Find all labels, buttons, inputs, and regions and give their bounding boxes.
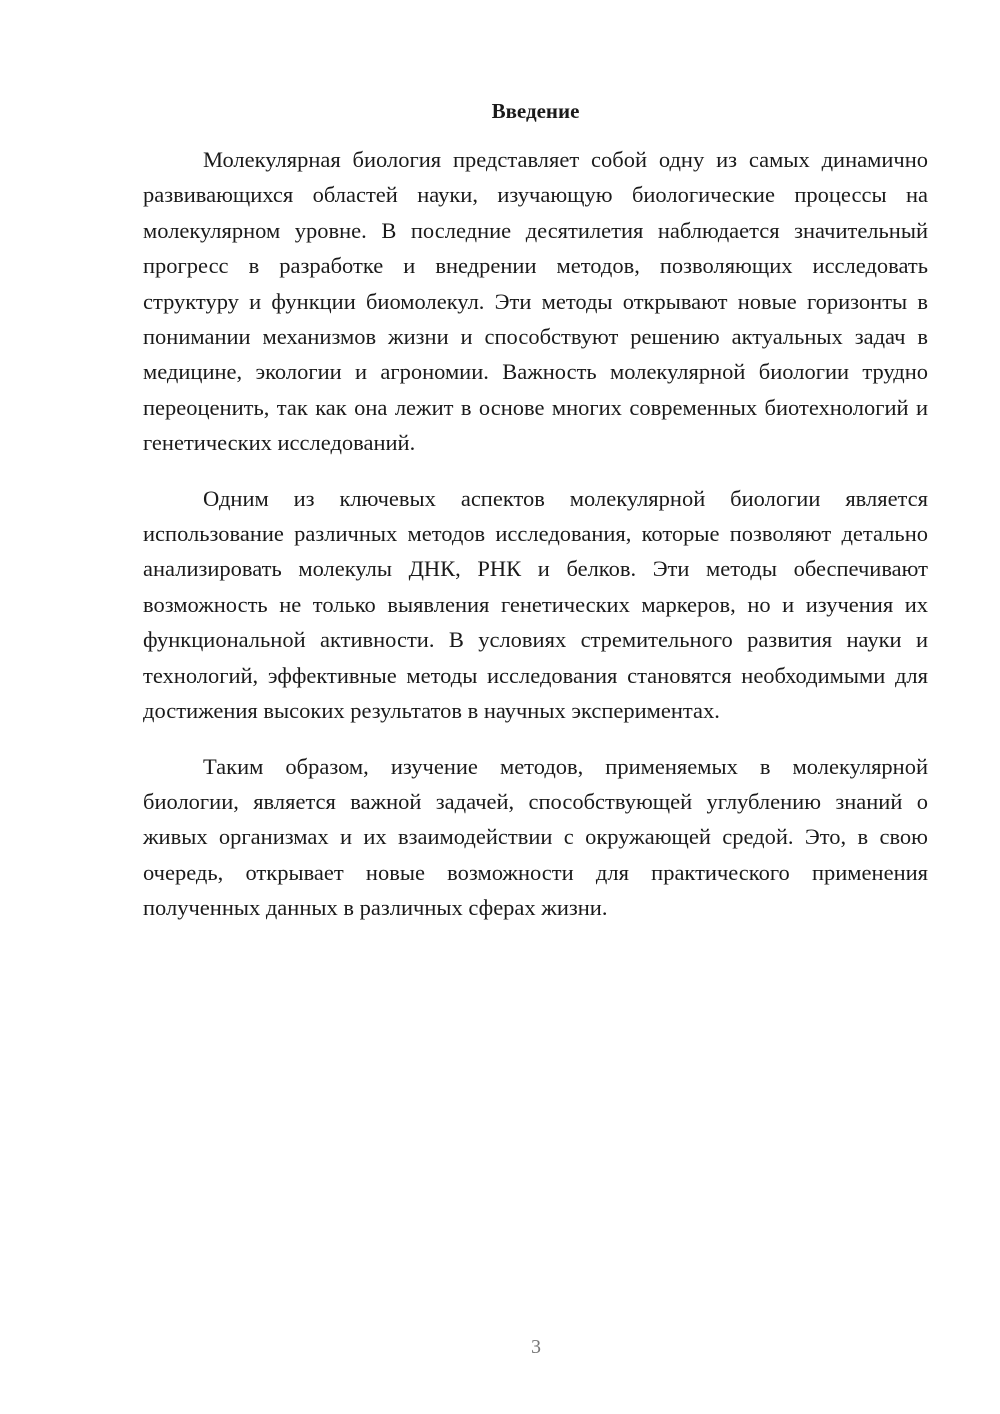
paragraph: Молекулярная биология представляет собой одну из самых динамично развивающихся областей науки, изучающую биологические процессы на молекулярном уровне. В последние десятилетия наблюдается значительный прогресс в разработке и внедрении методов, позволяющих исследовать структуру и функции биомолекул. Эти методы открывают новые горизонты в понимании механизмов жизни и способствуют решению актуальных задач в медицине, экологии и агрономии. Важность молекулярной биологии трудно переоценить, так как она лежит в основе многих современных биотехнологий и генетических исследований.: [143, 147, 928, 456]
page-number: 3: [531, 1336, 541, 1358]
document-body: [143, 142, 928, 946]
paragraph: Одним из ключевых аспектов молекулярной биологии является использование различных методов исследования, которые позволяют детально анализировать молекулы ДНК, РНК и белков. Эти методы обеспечивают возможность не только выявления генетических маркеров, но и изучения их функциональной активности. В условиях стремительного развития науки и технологий, эффективные методы исследования становятся необходимыми для достижения высоких результатов в научных экспериментах.: [143, 485, 928, 724]
section-title: Введение: [491, 99, 580, 123]
paragraph: Таким образом, изучение методов, применяемых в молекулярной биологии, является важной задачей, способствующей углублению знаний о живых организмах и их взаимодействии с окружающей средой. Это, в свою очередь, открывает новые возможности для практического применения полученных данных в различных сферах жизни.: [143, 753, 928, 921]
